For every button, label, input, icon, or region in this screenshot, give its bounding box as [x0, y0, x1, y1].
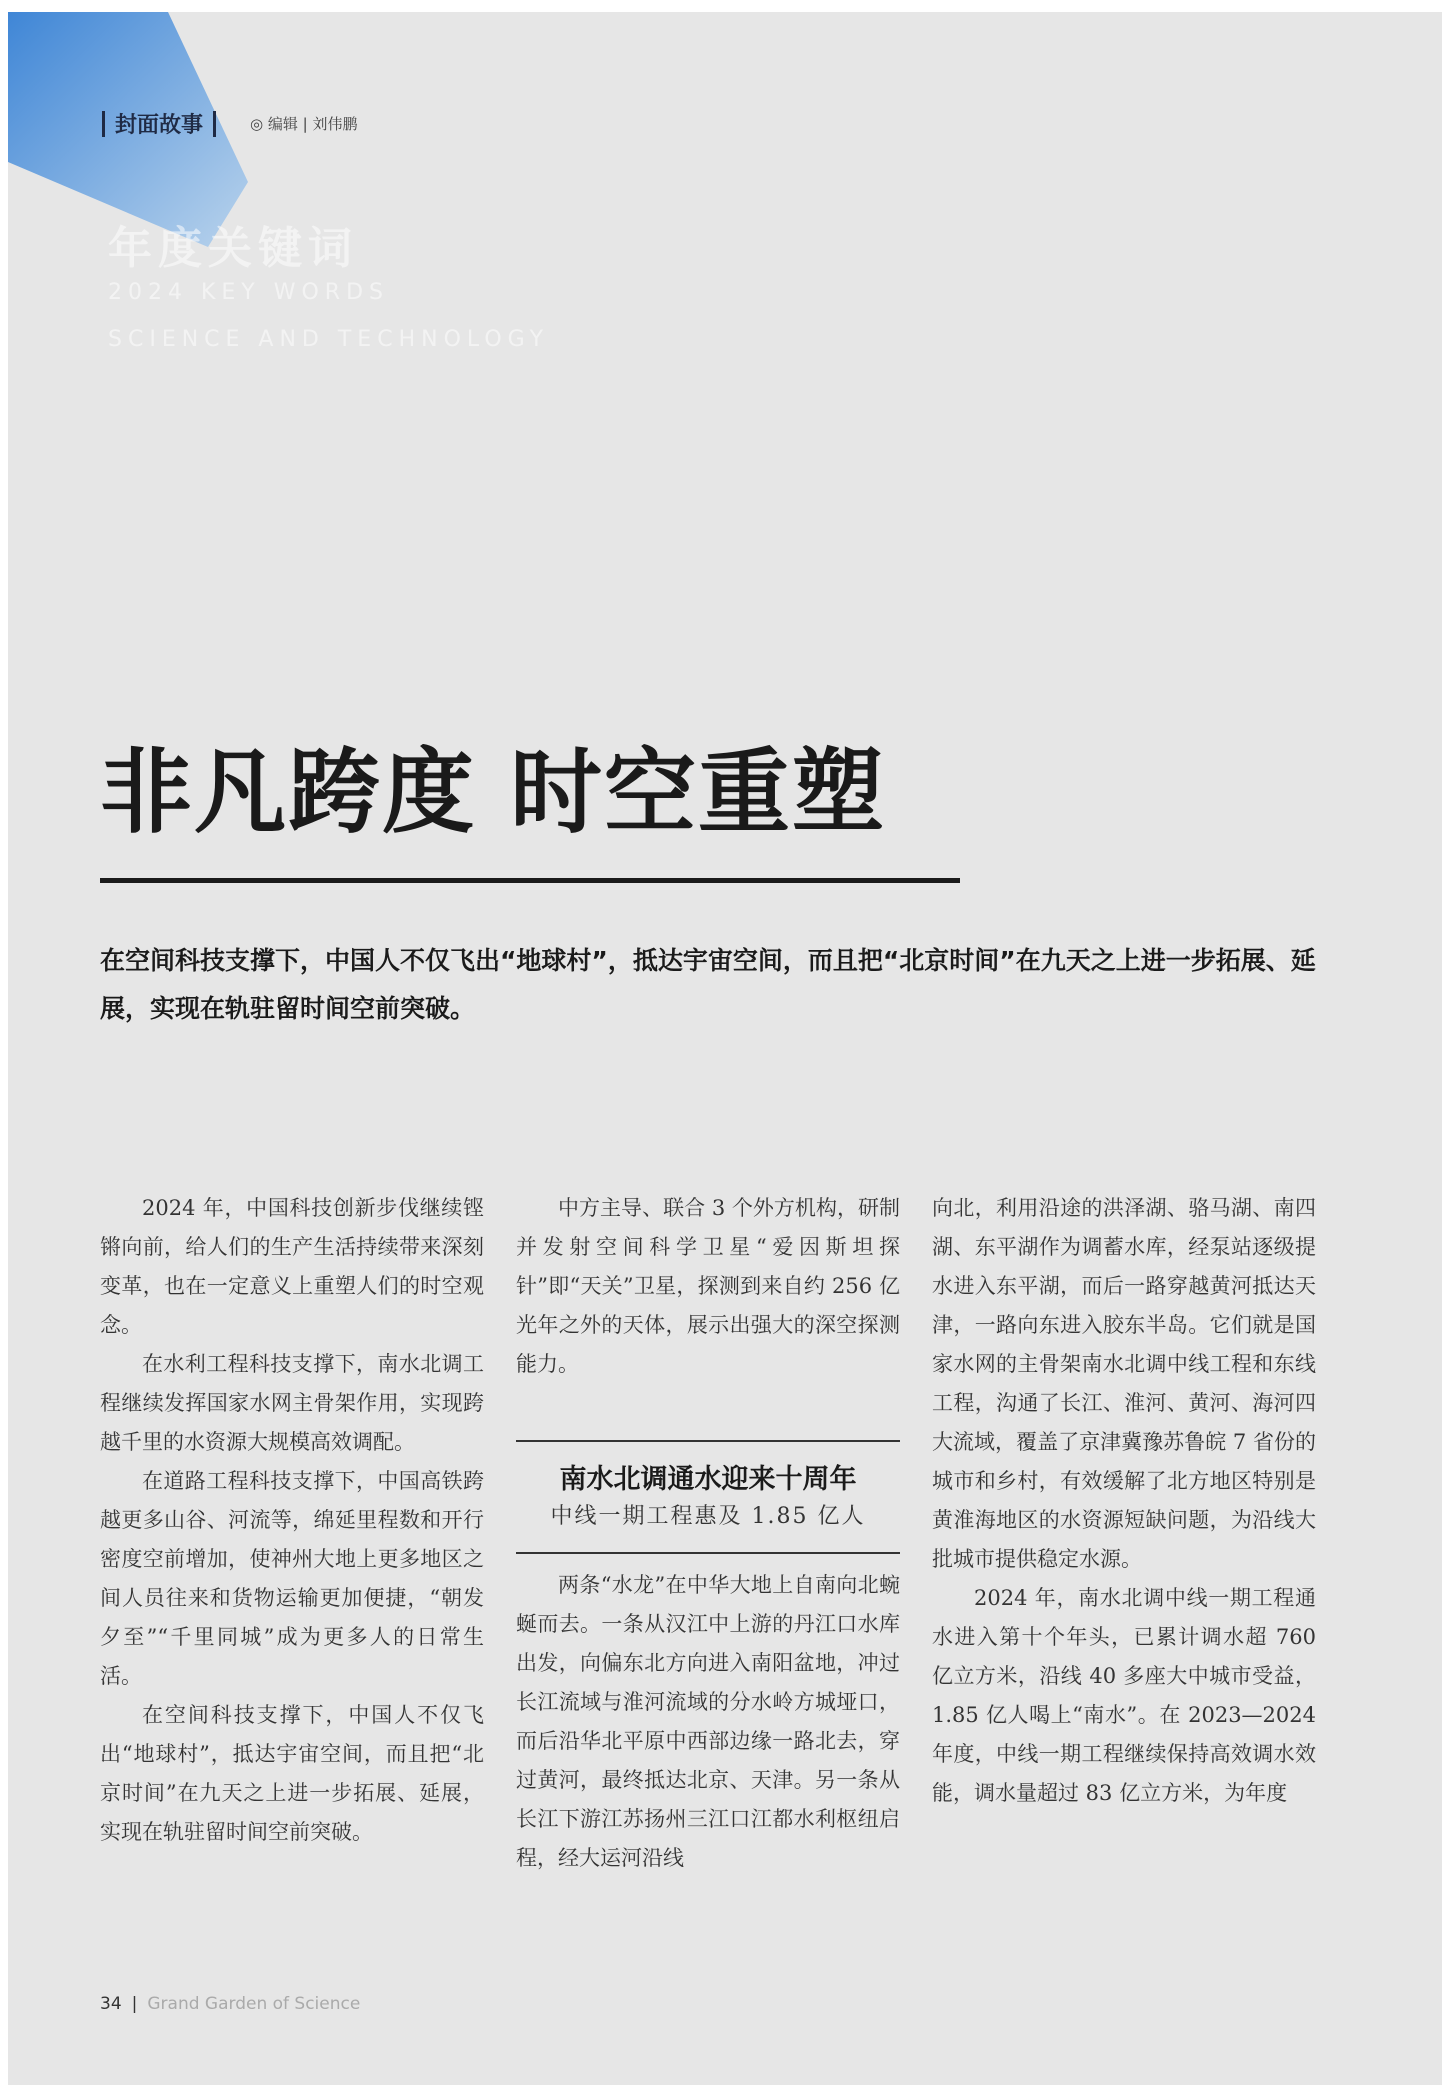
subhead-title: 南水北调通水迎来十周年: [559, 1464, 857, 1495]
paragraph: 向北，利用沿途的洪泽湖、骆马湖、南四湖、东平湖作为调蓄水库，经泵站逐级提水进入东平湖，而后一路穿越黄河抵达天津，一路向东进入胶东半岛。它们就是国家水网的主骨架南水北调中线工程和东线工程，沟通了长江、淮河、黄河、海河四大流域，覆盖了京津冀豫苏鲁皖 7 省份的城市和乡村，有效缓解了北方地区特别是黄淮海地区的水资源短缺问题，为沿线大批城市提供稳定水源。: [932, 1196, 1316, 1571]
faded-line: 2024 KEY WORDS: [108, 280, 390, 305]
paragraph: 2024 年，南水北调中线一期工程通水进入第十个年头，已累计调水超 760 亿立方米，沿线 40 多座大中城市受益，1.85 亿人喝上“南水”。在 2023—2024 年度，中线一期工程继续保持高效调水效能，调水量超过 83 亿立方米，为年度: [932, 1586, 1316, 1805]
divider: |: [131, 1994, 138, 2014]
column-1: [100, 1189, 484, 1852]
paragraph: 在空间科技支撑下，中国人不仅飞出“地球村”，抵达宇宙空间，而且把“北京时间”在九天之上进一步拓展、延展，实现在轨驻留时间空前突破。: [100, 1703, 484, 1844]
page-footer: [100, 1994, 360, 2014]
paragraph: 在水利工程科技支撑下，南水北调工程继续发挥国家水网主骨架作用，实现跨越千里的水资源大规模高效调配。: [100, 1352, 484, 1454]
article-lead: 在空间科技支撑下，中国人不仅飞出“地球村”，抵达宇宙空间，而且把“北京时间”在九天之上进一步拓展、延展，实现在轨驻留时间空前突破。: [100, 946, 1316, 1023]
article-title: 非凡跨度 时空重塑: [100, 739, 887, 846]
subhead-rule: [516, 1440, 900, 1442]
title-rule: [100, 878, 960, 883]
magazine-page: [8, 12, 1442, 2085]
editor-credit: ◎ 编辑 | 刘伟鹏: [250, 115, 358, 133]
column-2: [516, 1189, 900, 1878]
section-tag: 封面故事: [115, 113, 204, 138]
divider: [213, 111, 216, 137]
faded-heading: 年度关键词: [108, 223, 358, 274]
section-header: [102, 108, 357, 139]
faded-line: SCIENCE AND TECHNOLOGY: [108, 327, 550, 352]
paragraph: 中方主导、联合 3 个外方机构，研制并发射空间科学卫星“爱因斯坦探针”即“天关”卫星，探测到来自约 256 亿光年之外的天体，展示出强大的深空探测能力。: [516, 1196, 900, 1376]
page-number: 34: [100, 1994, 122, 2014]
paragraph: 两条“水龙”在中华大地上自南向北蜿蜒而去。一条从汉江中上游的丹江口水库出发，向偏东北方向进入南阳盆地，冲过长江流域与淮河流域的分水岭方城垭口，而后沿华北平原中西部边缘一路北去，穿过黄河，最终抵达北京、天津。另一条从长江下游江苏扬州三江口江都水利枢纽启程，经大运河沿线: [516, 1573, 900, 1870]
paragraph: 在道路工程科技支撑下，中国高铁跨越更多山谷、河流等，绵延里程数和开行密度空前增加，使神州大地上更多地区之间人员往来和货物运输更加便捷，“朝发夕至”“千里同城”成为更多人的日常生活。: [100, 1469, 484, 1688]
divider: [102, 111, 105, 137]
subhead: [516, 1460, 900, 1534]
subhead-subtitle: 中线一期工程惠及 1.85 亿人: [550, 1504, 866, 1529]
paragraph: 2024 年，中国科技创新步伐继续铿锵向前，给人们的生产生活持续带来深刻变革，也在一定意义上重塑人们的时空观念。: [100, 1196, 484, 1337]
magazine-name: Grand Garden of Science: [147, 1994, 361, 2014]
column-3: [932, 1189, 1316, 1813]
